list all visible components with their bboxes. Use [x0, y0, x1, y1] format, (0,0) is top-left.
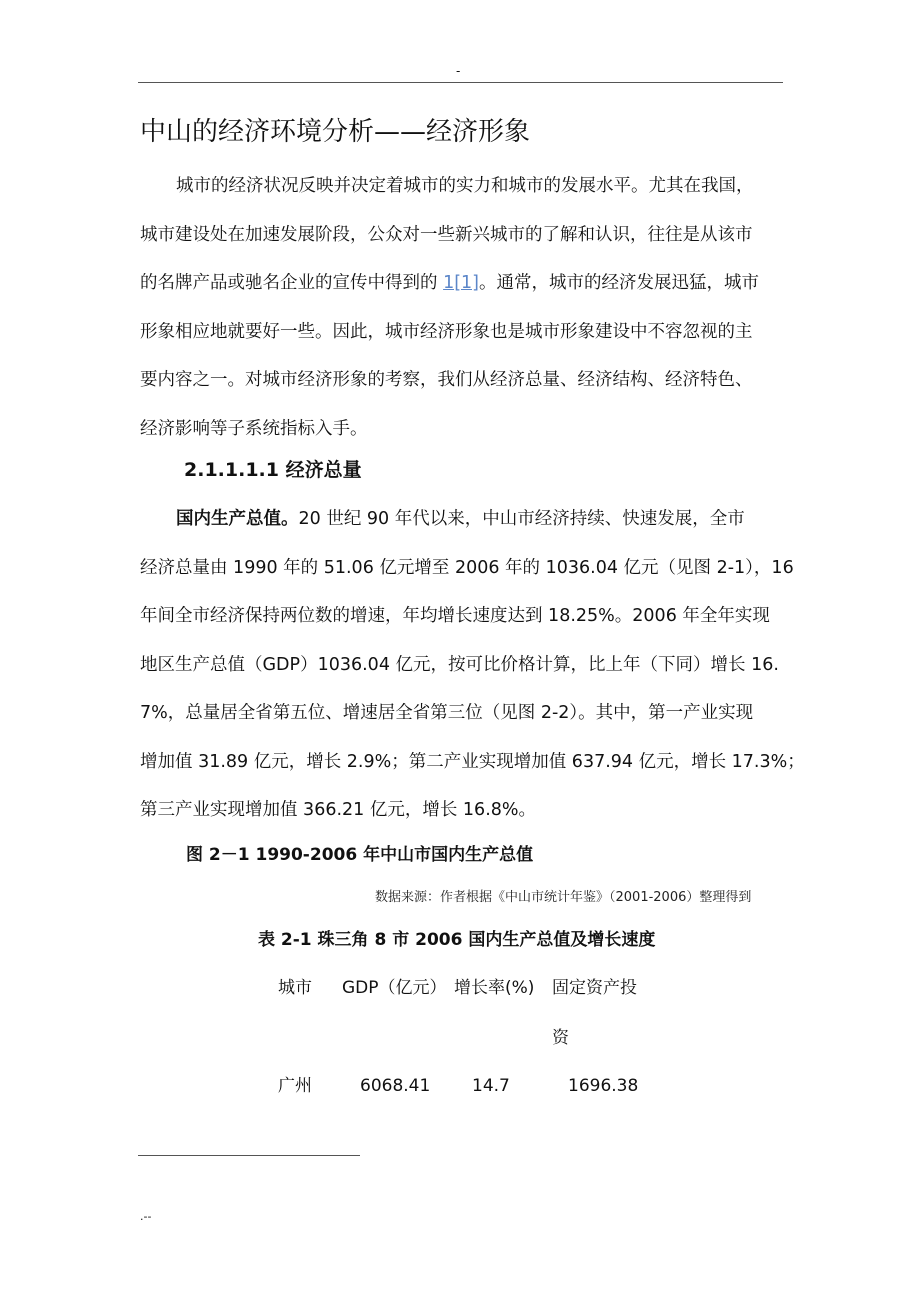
gdp-line: 增加值 31.89 亿元，增长 2.9%；第二产业实现增加值 637.94 亿元，增长 17.3%； [140, 751, 805, 772]
intro-line: 形象相应地就要好一些。因此，城市经济形象也是城市形象建设中不容忽视的主 [140, 321, 753, 342]
gdp-line: 7%，总量居全省第五位、增速居全省第三位（见图 2-2）。其中，第一产业实现 [140, 703, 754, 723]
table-header-fixed-investment-cont: 资 [552, 1028, 569, 1048]
footnote-rule [138, 1155, 360, 1156]
gdp-paragraph [140, 495, 805, 835]
data-source-note: 数据来源：作者根据《中山市统计年鉴》（2001-2006）整理得到 [375, 890, 752, 905]
gdp-line [140, 495, 783, 544]
table-cell-fixed-investment: 1696.38 [568, 1076, 639, 1096]
intro-line [140, 259, 783, 308]
table-cell-growth: 14.7 [472, 1076, 510, 1096]
page-header-mark: - [456, 64, 461, 78]
table-header-gdp: GDP（亿元） [342, 978, 447, 998]
table-cell-gdp: 6068.41 [360, 1076, 431, 1096]
page-footer-mark: .-- [140, 1210, 152, 1223]
table-cell-city: 广州 [278, 1076, 312, 1096]
gdp-line: 经济总量由 1990 年的 51.06 亿元增至 2006 年的 1036.04 亿元（见图 2-1），16 [140, 557, 794, 578]
intro-line: 经济影响等子系统指标入手。 [140, 418, 368, 439]
section-heading: 2.1.1.1.1 经济总量 [184, 459, 362, 481]
intro-paragraph [140, 162, 783, 453]
gdp-lead: 国内生产总值。 [176, 509, 299, 529]
gdp-line: 地区生产总值（GDP）1036.04 亿元，按可比价格计算，比上年（下同）增长 16. [140, 654, 779, 675]
intro-text: 。通常，城市的经济发展迅猛，城市 [479, 273, 760, 293]
table-header-growth: 增长率(%) [454, 978, 535, 998]
intro-line: 要内容之一。对城市经济形象的考察，我们从经济总量、经济结构、经济特色、 [140, 370, 753, 390]
header-rule [138, 82, 783, 83]
gdp-line: 年间全市经济保持两位数的增速，年均增长速度达到 18.25%。2006 年全年实现 [140, 606, 770, 626]
gdp-text: 20 世纪 90 年代以来，中山市经济持续、快速发展，全市 [298, 509, 745, 529]
intro-text: 的名牌产品或驰名企业的宣传中得到的 [140, 273, 438, 293]
table-header-fixed-investment: 固定资产投 [552, 978, 637, 998]
intro-line: 城市建设处在加速发展阶段，公众对一些新兴城市的了解和认识，往往是从该市 [140, 224, 753, 245]
table-caption: 表 2-1 珠三角 8 市 2006 国内生产总值及增长速度 [258, 930, 656, 950]
gdp-line: 第三产业实现增加值 366.21 亿元，增长 16.8%。 [140, 800, 537, 820]
figure-caption: 图 2－1 1990-2006 年中山市国内生产总值 [186, 845, 534, 865]
document-title: 中山的经济环境分析——经济形象 [140, 117, 531, 147]
table-header-city: 城市 [278, 978, 312, 998]
intro-line: 城市的经济状况反映并决定着城市的实力和城市的发展水平。尤其在我国， [176, 176, 754, 196]
citation-link[interactable]: 1[1] [443, 273, 480, 293]
